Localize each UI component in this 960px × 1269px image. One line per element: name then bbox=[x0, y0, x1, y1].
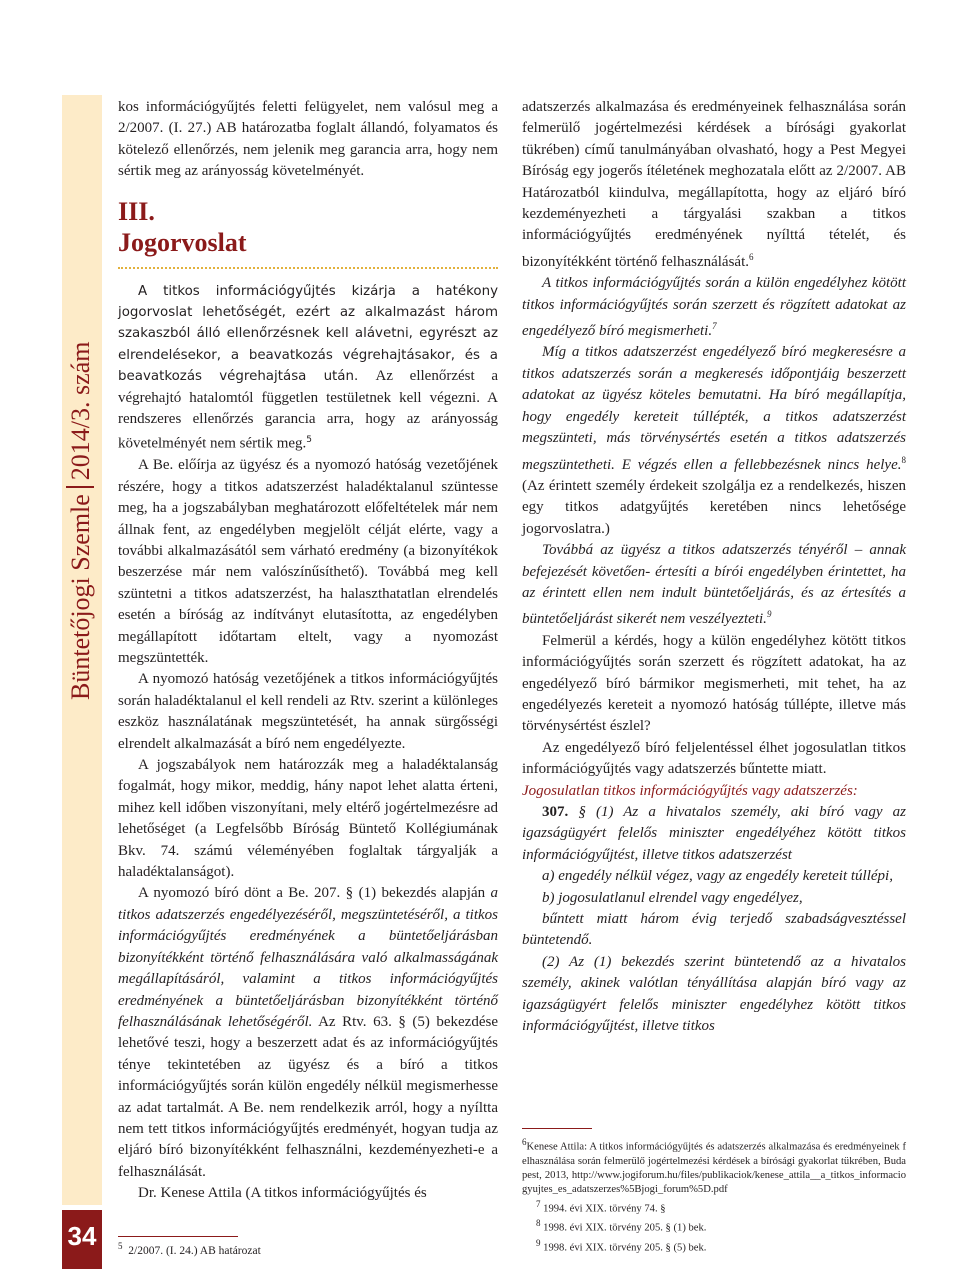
section-title: Jogorvoslat bbox=[118, 227, 247, 257]
paragraph: kos információgyűjtés feletti felügyelet, nem valósul meg a 2/2007. (I. 27.) AB határozatba foglalt állandó, folyamatos és kötelező ellenőrzés, nem jelenik meg garancia arra, hogy nem sértik meg az arányosság követelményét. bbox=[118, 99, 498, 180]
footnote-text: Kenese Attila: A titkos információgyűjtés és adatszerzés alkalmazása és eredményeinek felhasználása során felmerülő jogértelmezési kérdések a bírósági gyakorlat tükrében, Budapest, 2013, http://www.jogiforum.hu/files/publikaciok/kenese_attila__a_titkos_informaciogyujtes_es_adatszerzes%5Bjogi_forum%5D.pdf bbox=[522, 1141, 906, 1195]
footnote bbox=[522, 1216, 906, 1236]
paragraph: A jogszabályok nem határozzák meg a haladéktalanság fogalmát, hogy mikor, meddig, hány napot lehet alatta érteni, mihez kell időben viszonyítani, mely eltérő jogértelmezésre ad lehetőséget (a Legfelsőbb Bíróság Büntető Kollégiumának Bkv. 74. számú véleményében foglaltak tárgyalják a haladéktalanságot). bbox=[118, 757, 498, 881]
paragraph bbox=[522, 540, 906, 631]
issue-label: 2014/3. szám bbox=[66, 341, 95, 481]
footnote-text: 1998. évi XIX. törvény 205. § (1) bek. bbox=[543, 1222, 707, 1234]
paragraph: Dr. Kenese Attila (A titkos információgyűjtés és bbox=[138, 1185, 427, 1202]
paragraph-text: A titkos információgyűjtés kizárja a hatékony jogorvoslat lehetőségét, ezért az alkalmazást három szakaszból álló ellenőrzésnek kell alávetni, egyrészt az elrendelésekor, a beavatkozás végrehajtásakor, és a beavatkozás végrehajtása után. bbox=[118, 283, 498, 385]
section-number: III. bbox=[118, 196, 155, 226]
footnotes-left bbox=[118, 1236, 498, 1257]
footnotes-right bbox=[522, 1128, 906, 1255]
footnote-text: 1998. évi XIX. törvény 205. § (5) bek. bbox=[543, 1242, 707, 1254]
footnote-number: 8 bbox=[536, 1218, 541, 1229]
footnote-ref: 6 bbox=[749, 251, 754, 262]
footnote-ref: 8 bbox=[901, 454, 906, 465]
footnote bbox=[522, 1236, 906, 1256]
paragraph: A nyomozó hatóság vezetőjének a titkos információgyűjtés során haladéktalanul el kell rendeli az Rtv. szerint a különleges eszköz használatának megszüntetését, ha annak sürgősségi elrendelt alkalmazását a bíró nem engedélyezte. bbox=[118, 671, 498, 752]
paragraph-text: a titkos adatszerzés engedélyezéséről, megszüntetéséről, a titkos információgyűjtés eredményének a büntetőeljárásban bizonyítékként történő felhasználására való alkalmasságának megállapításáról, valamint a titkos információgyűjtés eredményének a büntetőeljárásban bizonyítékként történő felhasználásának lehetőségéről. bbox=[118, 885, 498, 1030]
paragraph-text: A nyomozó bíró dönt a Be. 207. § (1) bekezdés alapján bbox=[138, 885, 491, 902]
footnote-text: 1994. évi XIX. törvény 74. § bbox=[543, 1203, 666, 1215]
paragraph-text: A titkos információgyűjtés során a külön engedélyhez kötött titkos információgyűjtés során szerzett és rögzített adatokat az engedélyező bíró megismerheti. bbox=[522, 275, 906, 340]
paragraph: A Be. előírja az ügyész és a nyomozó hatóság vezetőjének részére, hogy a titkos adatszerzést haladéktalanul szüntesse meg, ha a jogszabályban meghatározott előfeltételek már nem állnak fent, az engedélyben megjelölt célját elérte, vagy a további alkalmazásától sem várható eredmény (a bizonyítékok beszerzése már nem valószínűsíthető). Továbbá meg kell szüntetni a titkos adatszerzést, ha halaszthatatlan elrendelés esetén a bíróság az indítványt elutasította, az engedélyben megállapított időtartam eltelt, vagy a nyomozást megszüntették. bbox=[118, 457, 498, 666]
subheading: Jogosulatlan titkos információgyűjtés vagy adatszerzés: bbox=[522, 782, 858, 799]
law-item: a) engedély nélkül végez, vagy az engedély kereteit túllépi, bbox=[542, 868, 893, 885]
paragraph-text: § (1) Az a hivatalos személy, aki bíró vagy az igazságügyért felelős miniszter engedélyéhez kötött titkos információgyűjtést, illetve titkos adatszerzést bbox=[522, 804, 907, 863]
footnote-number: 7 bbox=[536, 1198, 541, 1209]
law-item: bűntett miatt három évig terjedő szabadságvesztéssel büntetendő. bbox=[522, 911, 906, 949]
law-paragraph: (2) Az (1) bekezdés szerint büntetendő az a hivatalos személy, akinek valótlan tényállítása alapján bíró vagy az igazságügyért felelős miniszter engedélyhez kötött titkos információgyűjtést, illetve titkos bbox=[522, 953, 906, 1035]
law-number: 307. bbox=[542, 804, 569, 820]
law-item: b) jogosulatlanul elrendel vagy engedélyez, bbox=[542, 889, 803, 906]
law-paragraph bbox=[522, 802, 906, 866]
paragraph bbox=[118, 281, 498, 456]
footnote-number: 5 bbox=[118, 1241, 123, 1251]
paragraph-text: Míg a titkos adatszerzést engedélyező bíró megkeresésre a titkos adatszerzés során a megkeresés időpontjáig beszerzett adatokat az ügyész köteles bemutatni. Ha bíró megállapítja, hogy engedély kereteit túllépték, a titkos adatszerzést megszünteti, más törvénysértés esetén a titkos adatszerzés megszüntetheti. E végzés ellen a fellebbezésnek nincs helye. bbox=[522, 344, 906, 473]
footnote-ref: 5 bbox=[306, 435, 313, 446]
right-column bbox=[522, 97, 906, 1037]
footnote bbox=[522, 1197, 906, 1217]
footnote-text: 2/2007. (I. 24.) AB határozat bbox=[128, 1244, 261, 1257]
footnote bbox=[522, 1135, 906, 1197]
paragraph-text: Az Rtv. 63. § (5) bekezdése lehetővé teszi, hogy a beszerzett adat és az információgyűjtés ténye tekintetében az ügyész és a bíró a titkos információgyűjtés során külön engedély nélkül megismerhesse az adat tartalmát. A Be. nem rendelkezik arról, hogy a nyíltta nem tett titkos információgyűjtés eredményét, hogyan tudja az eljáró bíró bizonyítékként felhasználni, kezdeményezheti-e a felhasználását. bbox=[118, 1013, 498, 1180]
paragraph: Felmerül a kérdés, hogy a külön engedélyhez kötött titkos információgyűjtés során szerzett és rögzített adatokat, ha az engedélyező bíró bármikor megismerheti, mit tehet, ha az engedélyezés kereteit a nyomozó hatóság túllépte, illetve más törvénysértést észlel? bbox=[522, 632, 906, 735]
page-number: 34 bbox=[62, 1210, 102, 1269]
paragraph bbox=[522, 273, 906, 342]
paragraph-text: adatszerzés alkalmazása és eredményeinek felhasználása során felmerülő jogértelmezési kérdések a bírósági gyakorlat tükrében) című tanulmányában olvasható, hogy a Pest Megyei Bíróság egy jogerős ítéletének meghozatala előtt az 2/2007. AB Határozatból kiindulva, megállapította, hogy az eljáró bíró kezdeményezheti a tárgyalási szakban a titkos információgyűjtés eredményének nyílttá tételét, és bizonyítékként történő felhasználását. bbox=[522, 99, 906, 270]
paragraph: Az engedélyező bíró feljelentéssel élhet jogosulatlan titkos információgyűjtés vagy adatszerzés bűntette miatt. bbox=[522, 739, 906, 778]
paragraph-text: Az ellenőrzést a végrehajtó hatalomtól független testületnek kell végezni. A rendszeres ellenőrzés garancia arra, hogy az arányosság követelményét nem sértik meg. bbox=[118, 368, 498, 452]
footnote-rule bbox=[118, 1236, 238, 1237]
footnote-rule bbox=[522, 1128, 592, 1129]
footnote-number: 6 bbox=[522, 1137, 527, 1147]
journal-title: Büntetőjogi Szemle bbox=[66, 494, 95, 700]
footnote-ref: 7 bbox=[712, 321, 717, 332]
divider bbox=[66, 486, 94, 488]
paragraph bbox=[522, 97, 906, 273]
paragraph bbox=[118, 883, 498, 1183]
paragraph-text: (Az érintett személy érdekeit szolgálja ez a rendelkezés, hiszen egy titkos adatgyűjtés keretében nincs lehetősége jogorvoslatra.) bbox=[522, 477, 906, 537]
footnote-ref: 9 bbox=[766, 609, 772, 620]
footnote-number: 9 bbox=[536, 1237, 541, 1248]
paragraph-text: Továbbá az ügyész a titkos adatszerzés tényéről – annak befejezését követően- értesíti a bírói engedélyben érintettet, ha az érintett ellen nem indult büntetőeljárás, és az értesítés a büntetőeljárást sikerét nem veszélyezteti. bbox=[522, 542, 906, 628]
section-divider bbox=[118, 267, 498, 269]
paragraph bbox=[522, 342, 906, 540]
left-column bbox=[118, 97, 498, 1205]
